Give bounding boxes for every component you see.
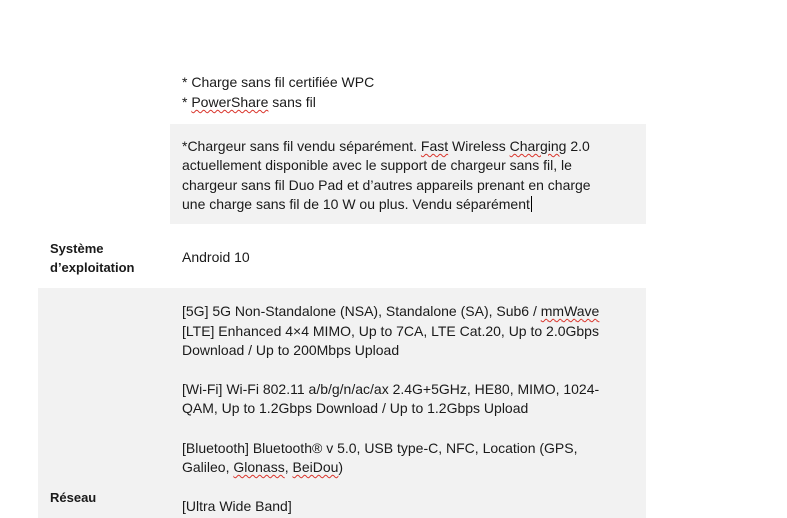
network-bluetooth-line-2[interactable] [182, 458, 343, 478]
note-text: Wireless [448, 138, 510, 154]
network-bluetooth-line-1[interactable]: [Bluetooth] Bluetooth® v 5.0, USB type-C, NFC, Location (GPS, [182, 440, 578, 456]
spellcheck-word-powershare[interactable]: PowerShare [191, 94, 269, 110]
network-text: ) [338, 459, 344, 475]
wireless-note-line-3[interactable]: chargeur sans fil Duo Pad et d’autres appareils prenant en charge [182, 177, 591, 193]
network-wifi-line-2[interactable]: QAM, Up to 1.2Gbps Download / Up to 1.2Gbps Upload [182, 400, 529, 416]
text-cursor [531, 196, 532, 212]
spellcheck-word-charging[interactable]: Charging [509, 138, 567, 154]
network-wifi-line-1[interactable]: [Wi-Fi] Wi-Fi 802.11 a/b/g/n/ac/ax 2.4G+5GHz, HE80, MIMO, 1024- [182, 381, 600, 397]
os-label-line-1: Système [50, 241, 104, 256]
network-text: Galileo, [182, 459, 234, 475]
network-text: , [284, 459, 293, 475]
network-lte-line-2[interactable]: Download / Up to 200Mbps Upload [182, 342, 400, 358]
wireless-note-line-2[interactable]: actuellement disponible avec le support de chargeur sans fil, le [182, 157, 572, 173]
spellcheck-word-glonass[interactable]: Glonass [233, 459, 285, 475]
wireless-note-line-4[interactable] [182, 195, 532, 215]
network-text: [5G] 5G Non-Standalone (NSA), Standalone (SA), Sub6 / [182, 303, 541, 319]
os-value[interactable]: Android 10 [182, 249, 250, 265]
os-label-line-2: d’exploitation [50, 260, 135, 275]
spellcheck-word-beidou[interactable]: BeiDou [292, 459, 339, 475]
bullet-text: sans fil [268, 94, 316, 110]
network-label: Réseau [50, 490, 97, 505]
network-uwb-line[interactable]: [Ultra Wide Band] [182, 498, 292, 514]
note-text: 2.0 [566, 138, 590, 154]
network-lte-line-1[interactable]: [LTE] Enhanced 4×4 MIMO, Up to 7CA, LTE Cat.20, Up to 2.0Gbps [182, 323, 599, 339]
spellcheck-word-mmwave[interactable]: mmWave [540, 303, 600, 319]
spellcheck-word-fast[interactable]: Fast [420, 138, 449, 154]
wireless-note-line-1[interactable] [182, 137, 590, 157]
wireless-bullet-wpc[interactable]: * Charge sans fil certifiée WPC [182, 74, 375, 90]
note-text: une charge sans fil de 10 W ou plus. Vendu séparément [182, 196, 530, 212]
note-text: *Chargeur sans fil vendu séparément. [182, 138, 421, 154]
bullet-marker: * [182, 94, 192, 110]
network-5g-line[interactable] [182, 302, 599, 322]
wireless-bullet-powershare[interactable] [182, 93, 316, 113]
